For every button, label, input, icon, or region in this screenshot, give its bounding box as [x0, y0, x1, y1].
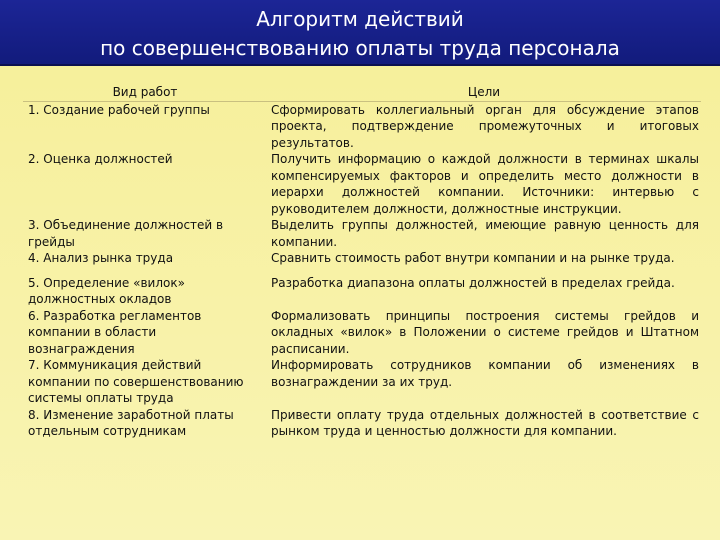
goal-cell: Получить информацию о каждой должности в терминах шкалы компенсируемых факторов и определить место должности в иерархи должностей компании. Источники: интервью с руководителем должности, должностные инструкции. [271, 152, 699, 216]
goal-cell: Выделить группы должностей, имеющие равную ценность для компании. [271, 218, 699, 249]
table-row [23, 308, 701, 358]
goal-cell: Разработка диапазона оплаты должностей в пределах грейда. [271, 275, 675, 290]
table-row [23, 275, 701, 308]
goal-cell: Сформировать коллегиальный орган для обсуждение этапов проекта, подтверждение промежуточных и итоговых результатов. [271, 102, 699, 150]
table-row [23, 217, 701, 250]
table-spacer [23, 267, 701, 275]
title-line-1: Алгоритм действий [256, 7, 464, 31]
title-line-2: по совершенствованию оплаты труда персонала [100, 36, 620, 60]
work-cell: 2. Оценка должностей [28, 152, 173, 166]
work-cell: 1. Создание рабочей группы [28, 102, 210, 117]
work-cell: 6. Разработка регламентов компании в области вознаграждения [28, 308, 202, 356]
table-row [23, 151, 701, 217]
table-row [23, 407, 701, 440]
goal-cell: Привести оплату труда отдельных должностей в соответствие с рынком труда и ценностью должности для компании. [271, 407, 699, 438]
table-row [23, 250, 701, 267]
work-cell: 3. Объединение должностей в грейды [28, 218, 224, 249]
work-cell: 7. Коммуникация действий компании по совершенствованию системы оплаты труда [28, 358, 244, 405]
slide-title [0, 0, 720, 66]
work-cell: 8. Изменение заработной платы отдельным сотрудникам [28, 407, 234, 438]
work-cell: 5. Определение «вилок» должностных окладов [28, 275, 185, 306]
header-work-type: Вид работ [23, 84, 266, 101]
table-header-row [23, 84, 701, 101]
work-cell: 4. Анализ рынка труда [28, 251, 174, 265]
goal-cell: Формализовать принципы построения системы грейдов и окладных «вилок» в Положении о системе грейдов и Штатном расписании. [271, 308, 699, 356]
table-row [23, 357, 701, 407]
work-goals-table [23, 84, 701, 440]
table-row [23, 101, 701, 151]
goal-cell: Сравнить стоимость работ внутри компании и на рынке труда. [271, 251, 675, 265]
header-goals: Цели [266, 84, 701, 101]
goal-cell: Информировать сотрудников компании об изменениях в вознаграждении за их труд. [271, 358, 699, 389]
